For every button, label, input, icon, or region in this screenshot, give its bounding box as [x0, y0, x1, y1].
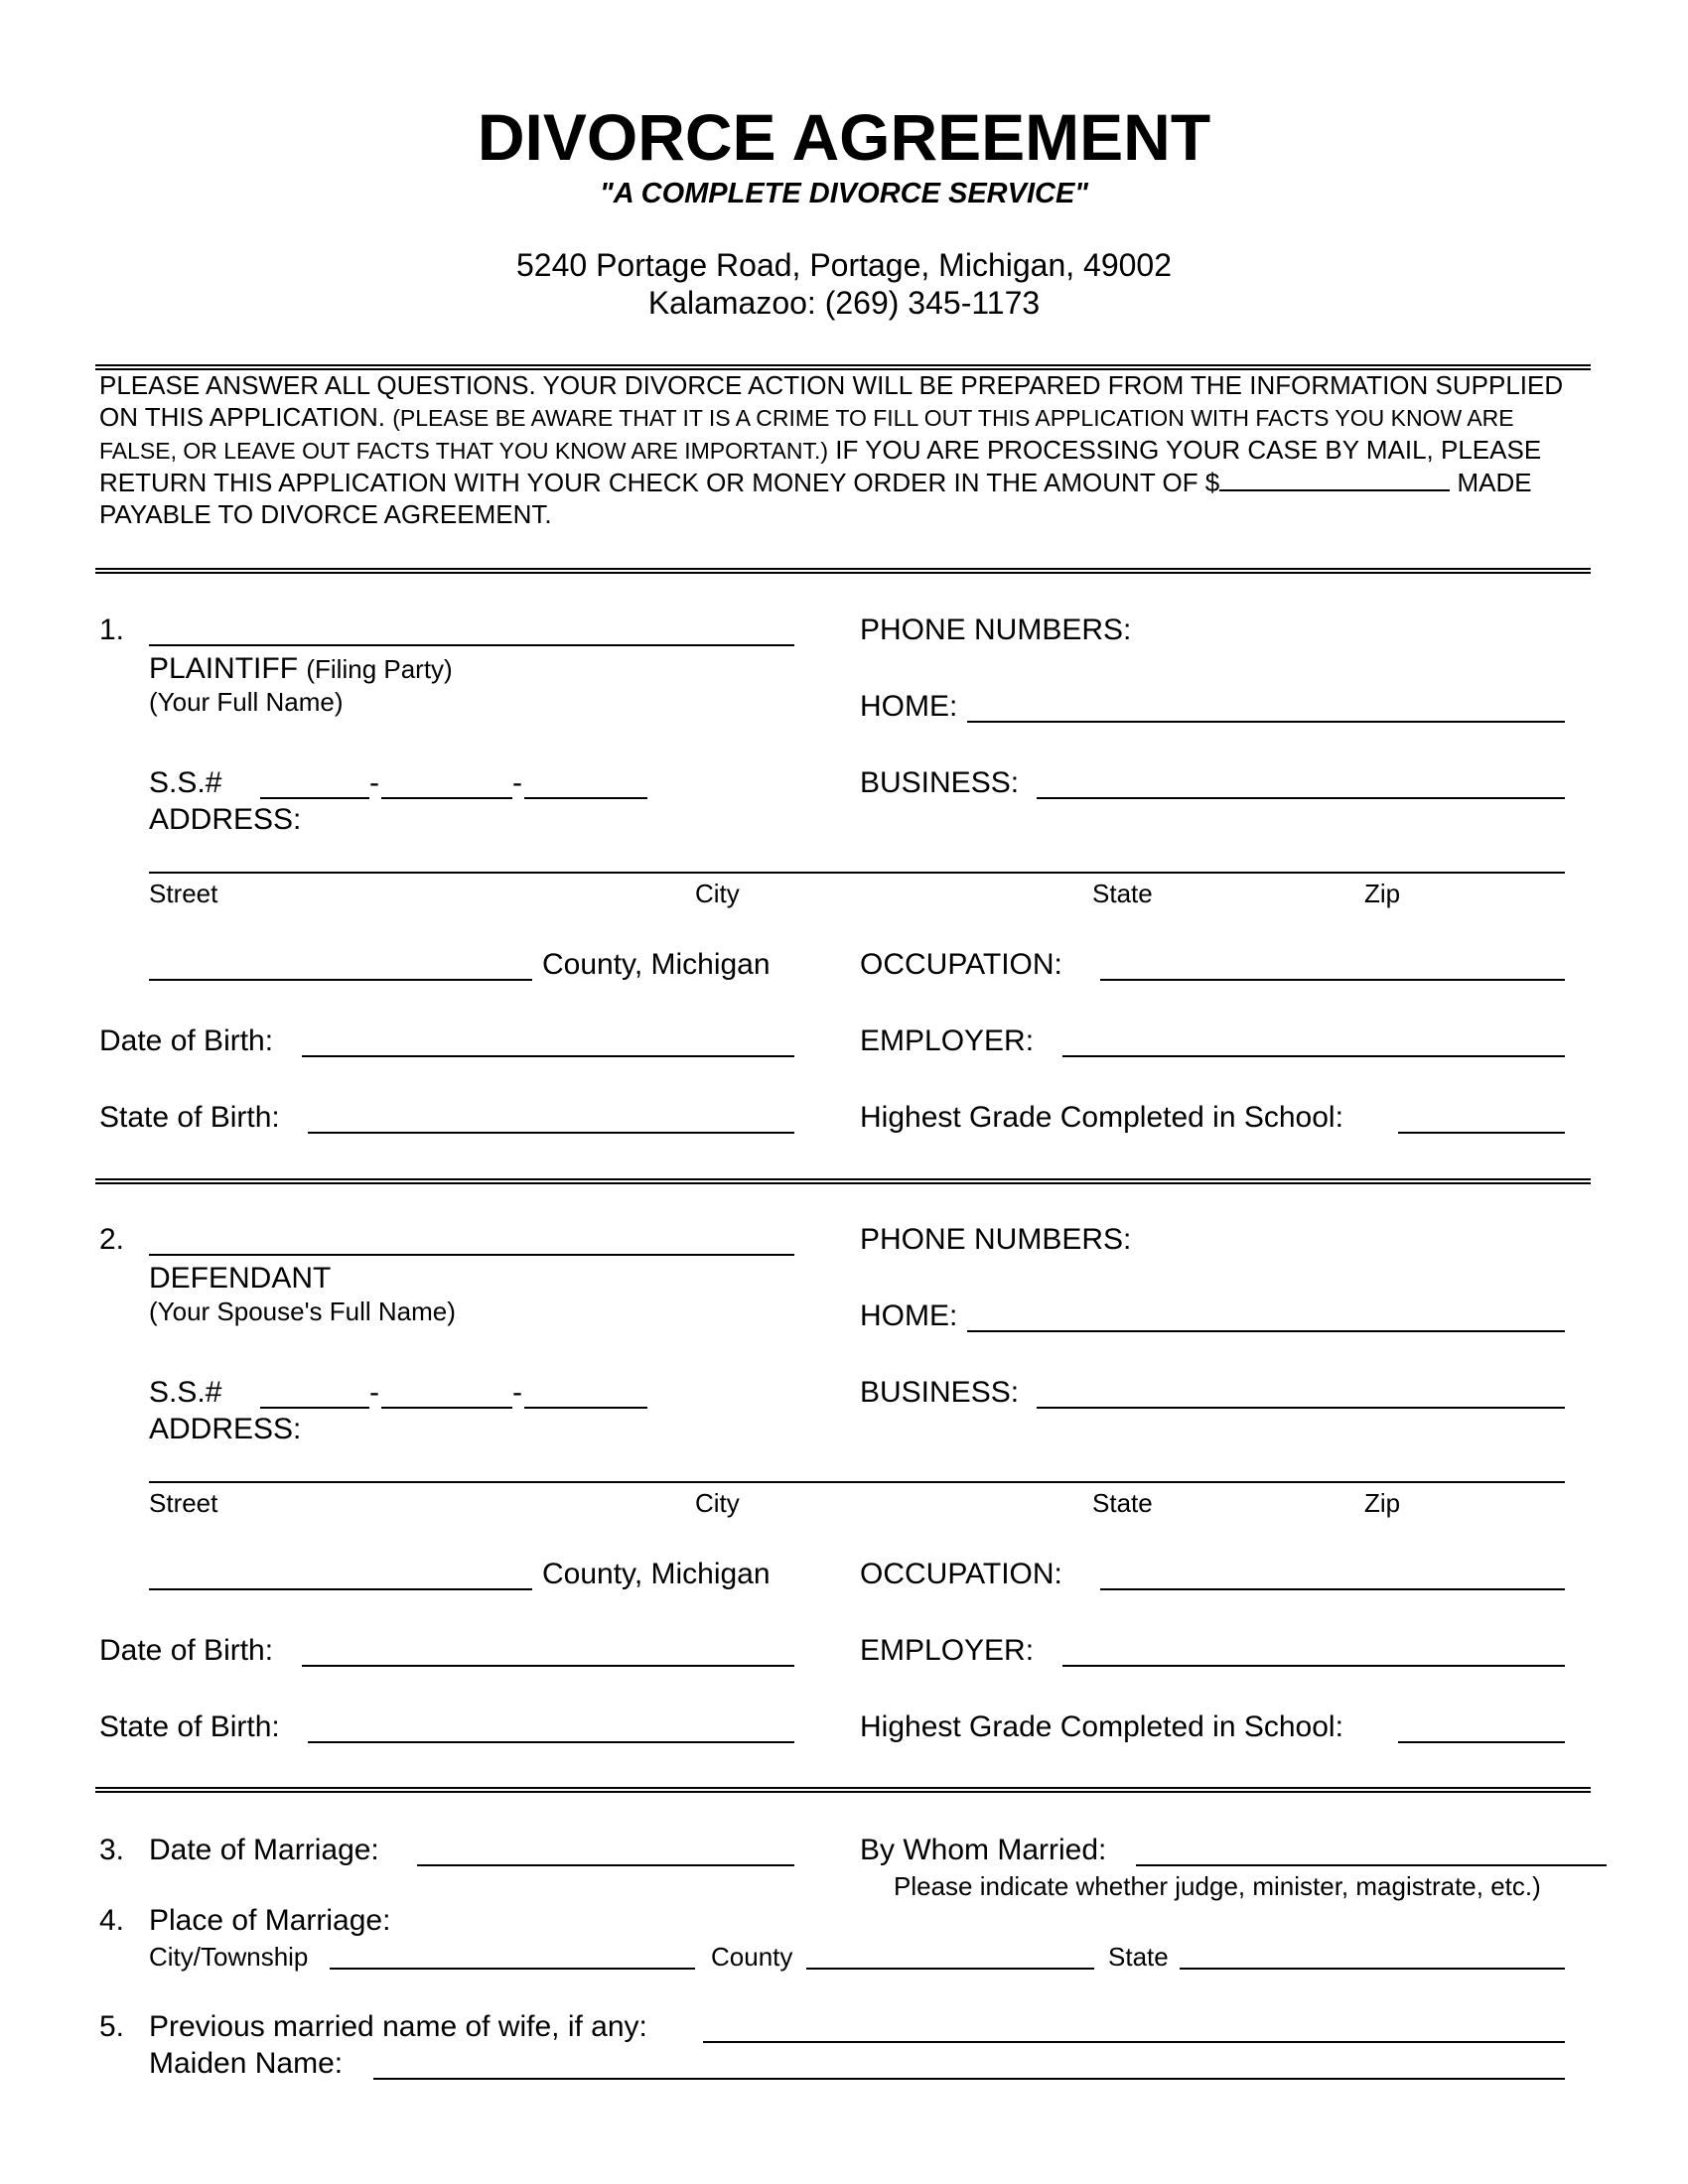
marriage-city-label: City/Township: [149, 1942, 309, 1972]
defendant-home-phone-field[interactable]: [967, 1330, 1565, 1332]
defendant-ssn-dash2: -: [512, 1376, 522, 1409]
marriage-state-label: State: [1108, 1942, 1169, 1972]
form-title: DIVORCE AGREEMENT: [477, 100, 1211, 174]
previous-name-label: Previous married name of wife, if any:: [149, 2010, 647, 2043]
plaintiff-grade-label: Highest Grade Completed in School:: [860, 1101, 1343, 1134]
defendant-business-phone-field[interactable]: [1037, 1407, 1565, 1409]
plaintiff-sob-field[interactable]: [308, 1132, 794, 1134]
previous-name-field[interactable]: [703, 2041, 1565, 2043]
marriage-county-field[interactable]: [806, 1968, 1094, 1970]
defendant-business-label: BUSINESS:: [860, 1376, 1020, 1409]
married-by-label: By Whom Married:: [860, 1834, 1107, 1866]
defendant-ssn-part1[interactable]: [260, 1407, 369, 1409]
plaintiff-label: [149, 652, 453, 686]
item-number-3: 3.: [99, 1834, 125, 1866]
defendant-state-label: State: [1092, 1488, 1153, 1518]
married-by-hint: Please indicate whether judge, minister, magistrate, etc.): [894, 1871, 1541, 1901]
defendant-address-label: ADDRESS:: [149, 1413, 302, 1445]
defendant-address-field[interactable]: [149, 1481, 1565, 1483]
plaintiff-address-field[interactable]: [149, 872, 1565, 874]
defendant-city-label: City: [695, 1488, 740, 1518]
plaintiff-ssn-part2[interactable]: [381, 797, 512, 799]
plaintiff-role: PLAINTIFF: [149, 652, 299, 685]
plaintiff-name-hint: (Your Full Name): [149, 687, 344, 717]
plaintiff-sob-label: State of Birth:: [99, 1101, 280, 1134]
defendant-occupation-label: OCCUPATION:: [860, 1558, 1062, 1590]
plaintiff-county-field[interactable]: [149, 979, 532, 981]
company-phone: Kalamazoo: (269) 345-1173: [647, 285, 1041, 321]
plaintiff-county-label: County, Michigan: [542, 948, 771, 981]
plaintiff-address-label: ADDRESS:: [149, 803, 302, 836]
notice-text-2: IF YOU ARE PROCESSING YOUR CASE BY MAIL, PLEASE RETURN THIS APPLICATION WITH YOUR CHECK OR MONEY ORDER IN THE AMOUNT OF $: [99, 435, 1542, 497]
plaintiff-employer-label: EMPLOYER:: [860, 1024, 1035, 1057]
defendant-zip-label: Zip: [1364, 1488, 1401, 1518]
married-by-field[interactable]: [1136, 1864, 1607, 1866]
plaintiff-ssn-part3[interactable]: [524, 797, 647, 799]
defendant-occupation-field[interactable]: [1100, 1588, 1565, 1590]
marriage-city-field[interactable]: [330, 1968, 695, 1970]
plaintiff-employer-field[interactable]: [1062, 1055, 1565, 1057]
instructions-notice: [99, 369, 1589, 530]
section-divider-2: [95, 1178, 1591, 1184]
marriage-county-label: County: [711, 1942, 793, 1972]
plaintiff-ssn-dash2: -: [512, 766, 522, 799]
defendant-role: DEFENDANT: [149, 1262, 332, 1295]
plaintiff-city-label: City: [695, 879, 740, 908]
plaintiff-home-label: HOME:: [860, 690, 958, 723]
marriage-date-field[interactable]: [417, 1864, 794, 1866]
item-number-2: 2.: [99, 1223, 125, 1256]
plaintiff-zip-label: Zip: [1364, 879, 1401, 908]
defendant-sob-field[interactable]: [308, 1741, 794, 1743]
defendant-ssn-part3[interactable]: [524, 1407, 647, 1409]
plaintiff-ssn-dash1: -: [369, 766, 379, 799]
defendant-home-label: HOME:: [860, 1299, 958, 1332]
defendant-phones-label: PHONE NUMBERS:: [860, 1223, 1132, 1256]
notice-warning: (PLEASE BE AWARE THAT IT IS A CRIME TO FILL OUT THIS APPLICATION WITH FACTS YOU KNOW ARE FALSE, OR LEAVE OUT FACTS THAT YOU KNOW ARE IMPORTANT.): [99, 405, 1514, 464]
plaintiff-business-label: BUSINESS:: [860, 766, 1020, 799]
defendant-ssn-part2[interactable]: [381, 1407, 512, 1409]
section-divider-1: [95, 568, 1591, 574]
marriage-place-label: Place of Marriage:: [149, 1904, 391, 1937]
defendant-employer-field[interactable]: [1062, 1665, 1565, 1667]
plaintiff-ssn-part1[interactable]: [260, 797, 369, 799]
plaintiff-name-field[interactable]: [149, 644, 794, 646]
defendant-employer-label: EMPLOYER:: [860, 1634, 1035, 1667]
notice-text-3: MADE PAYABLE TO DIVORCE AGREEMENT.: [99, 468, 1532, 529]
plaintiff-home-phone-field[interactable]: [967, 721, 1565, 723]
plaintiff-occupation-label: OCCUPATION:: [860, 948, 1062, 981]
plaintiff-street-label: Street: [149, 879, 218, 908]
defendant-ssn-label: S.S.#: [149, 1376, 222, 1409]
plaintiff-dob-field[interactable]: [302, 1055, 794, 1057]
maiden-name-field[interactable]: [373, 2078, 1565, 2080]
defendant-grade-label: Highest Grade Completed in School:: [860, 1710, 1343, 1743]
plaintiff-state-label: State: [1092, 879, 1153, 908]
company-address: 5240 Portage Road, Portage, Michigan, 49002: [515, 247, 1172, 283]
item-number-1: 1.: [99, 614, 125, 646]
plaintiff-occupation-field[interactable]: [1100, 979, 1565, 981]
defendant-dob-label: Date of Birth:: [99, 1634, 274, 1667]
plaintiff-ssn-label: S.S.#: [149, 766, 222, 799]
section-divider-3: [95, 1787, 1591, 1793]
plaintiff-dob-label: Date of Birth:: [99, 1024, 274, 1057]
defendant-dob-field[interactable]: [302, 1665, 794, 1667]
plaintiff-grade-field[interactable]: [1398, 1132, 1565, 1134]
marriage-date-label: Date of Marriage:: [149, 1834, 379, 1866]
defendant-street-label: Street: [149, 1488, 218, 1518]
defendant-county-label: County, Michigan: [542, 1558, 771, 1590]
defendant-sob-label: State of Birth:: [99, 1710, 280, 1743]
maiden-name-label: Maiden Name:: [149, 2047, 344, 2080]
marriage-state-field[interactable]: [1180, 1968, 1565, 1970]
defendant-name-hint: (Your Spouse's Full Name): [149, 1297, 456, 1326]
payment-amount-field[interactable]: [1219, 468, 1450, 491]
plaintiff-business-phone-field[interactable]: [1037, 797, 1565, 799]
notice-text-1: PLEASE ANSWER ALL QUESTIONS. YOUR DIVORCE ACTION WILL BE PREPARED FROM THE INFORMATION SUPPLIED ON THIS APPLICATION.: [99, 370, 1564, 432]
item-number-4: 4.: [99, 1904, 125, 1937]
defendant-name-field[interactable]: [149, 1254, 794, 1256]
defendant-ssn-dash1: -: [369, 1376, 379, 1409]
form-subtitle: "A COMPLETE DIVORCE SERVICE": [599, 178, 1089, 209]
plaintiff-phones-label: PHONE NUMBERS:: [860, 614, 1132, 646]
defendant-grade-field[interactable]: [1398, 1741, 1565, 1743]
plaintiff-role-note: (Filing Party): [306, 654, 453, 684]
defendant-county-field[interactable]: [149, 1588, 532, 1590]
item-number-5: 5.: [99, 2010, 125, 2043]
